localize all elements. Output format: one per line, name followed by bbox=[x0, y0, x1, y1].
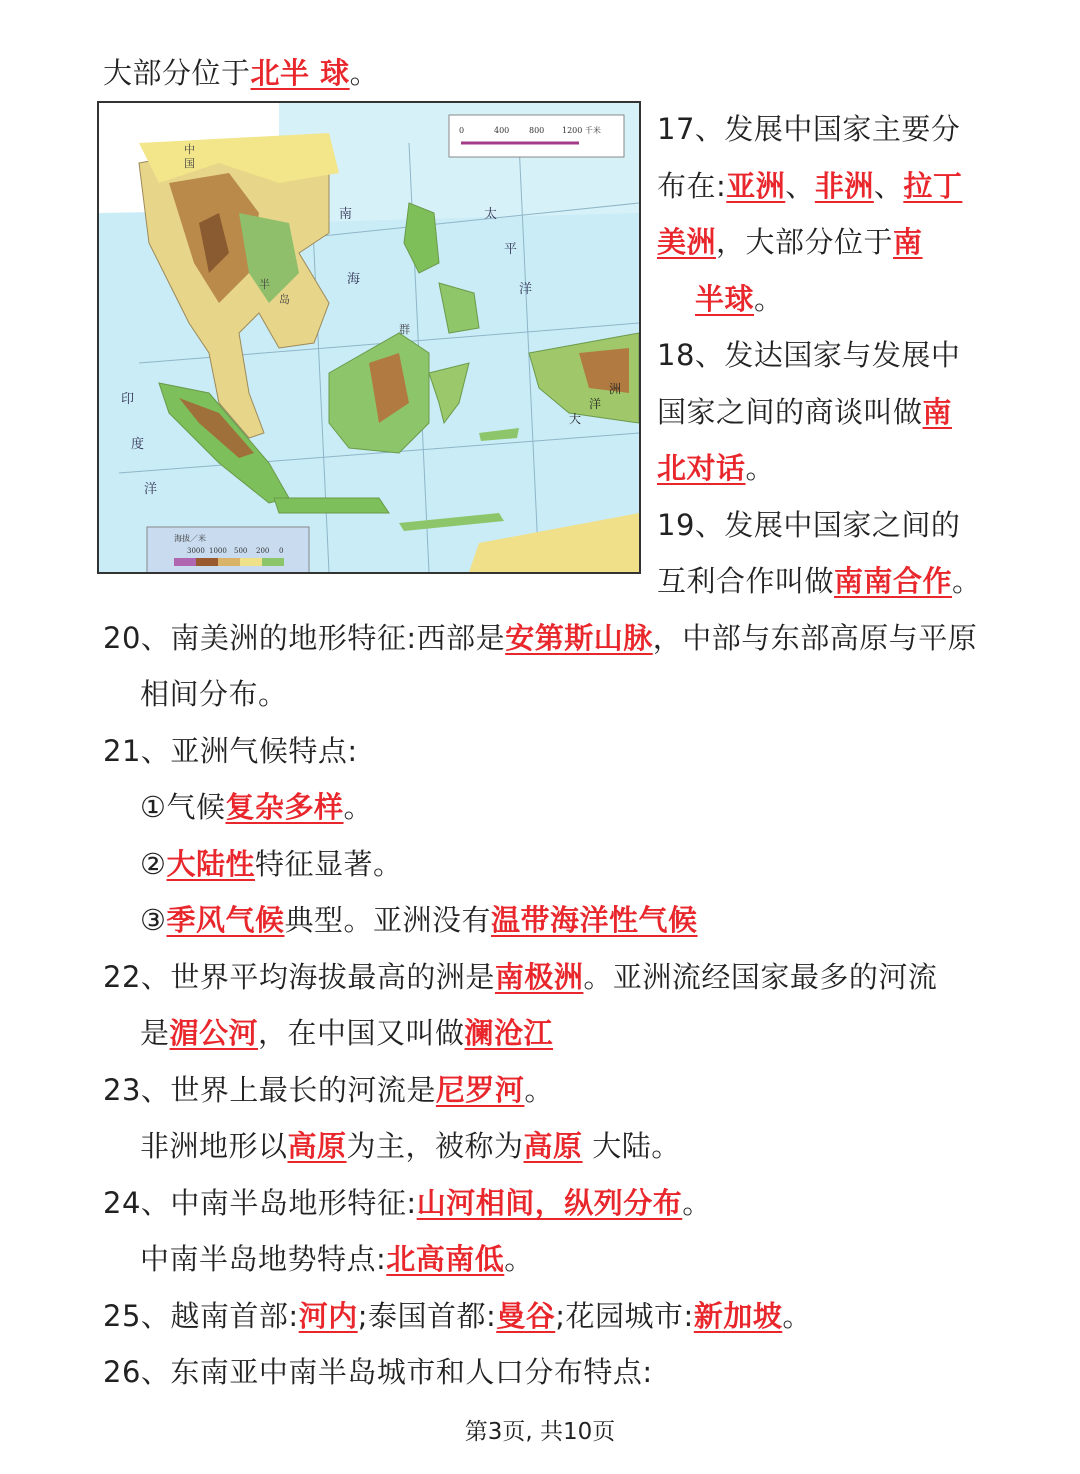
text-line: 中南半岛地势特点:北高南低。 bbox=[140, 1242, 534, 1276]
text-line: 是湄公河，在中国又叫做澜沧江 bbox=[140, 1016, 554, 1050]
answer: 亚洲 bbox=[726, 169, 786, 203]
text-line: 17、发展中国家主要分 bbox=[657, 112, 961, 146]
answer: 南极洲 bbox=[494, 960, 584, 994]
answer: 季风气候 bbox=[166, 903, 285, 937]
answer: 大陆性 bbox=[166, 847, 256, 881]
answer: 新加坡 bbox=[693, 1299, 783, 1333]
answer: 河内 bbox=[298, 1299, 358, 1333]
map-label: 群 bbox=[399, 323, 410, 336]
scale-tick: 0 bbox=[459, 126, 465, 135]
answer: 南南合作 bbox=[834, 564, 953, 598]
map-label: 洲 bbox=[609, 382, 622, 396]
answer: 温带海洋性气候 bbox=[491, 903, 698, 937]
scale-tick: 400 bbox=[494, 126, 510, 135]
legend-value: 500 bbox=[234, 547, 248, 555]
text-line: 半球。 bbox=[695, 282, 784, 316]
text-line: ②大陆性特征显著。 bbox=[140, 847, 403, 881]
legend-value: 3000 bbox=[187, 547, 205, 555]
text-line: 26、东南亚中南半岛城市和人口分布特点: bbox=[103, 1355, 653, 1389]
answer: 北半 球 bbox=[250, 56, 350, 90]
answer: 曼谷 bbox=[496, 1299, 556, 1333]
answer: 北高南低 bbox=[386, 1242, 505, 1276]
text-line: 23、世界上最长的河流是尼罗河。 bbox=[103, 1073, 554, 1107]
answer: 拉丁 bbox=[903, 169, 963, 203]
legend-value: 0 bbox=[279, 547, 284, 555]
map-label: 中 bbox=[184, 143, 195, 156]
map-label: 岛 bbox=[279, 293, 290, 306]
text-line: 18、发达国家与发展中 bbox=[657, 338, 961, 372]
map-label: 太 bbox=[484, 207, 498, 222]
answer: 高原 bbox=[287, 1129, 347, 1163]
scale-tick: 1200 千米 bbox=[562, 126, 601, 135]
answer: 南 bbox=[922, 395, 953, 429]
scale-tick: 800 bbox=[529, 126, 545, 135]
text-line: 22、世界平均海拔最高的洲是南极洲。亚洲流经国家最多的河流 bbox=[103, 960, 938, 994]
answer: 美洲 bbox=[657, 225, 717, 259]
text-line: 24、中南半岛地形特征:山河相间，纵列分布。 bbox=[103, 1186, 712, 1220]
answer: 高原 bbox=[523, 1129, 583, 1163]
map-label: 海 bbox=[347, 272, 361, 287]
text-line: 19、发展中国家之间的 bbox=[657, 508, 961, 542]
text-line: 北对话。 bbox=[657, 451, 776, 485]
text-line: ①气候复杂多样。 bbox=[140, 790, 374, 824]
text-line: 国家之间的商谈叫做南 bbox=[657, 395, 953, 429]
text-line: 25、越南首部:河内;泰国首都:曼谷;花园城市:新加坡。 bbox=[103, 1299, 812, 1333]
page-footer: 第3页, 共10页 bbox=[464, 1419, 616, 1445]
text-line: 相间分布。 bbox=[140, 677, 288, 711]
map-label: 洋 bbox=[519, 282, 533, 297]
text-line: 非洲地形以高原为主，被称为高原 大陆。 bbox=[140, 1129, 681, 1163]
answer: 澜沧江 bbox=[464, 1016, 554, 1050]
answer: 北对话 bbox=[657, 451, 746, 485]
answer: 南 bbox=[893, 225, 923, 259]
text-line: 大部分位于北半 球。 bbox=[103, 56, 380, 90]
map-label: 度 bbox=[131, 437, 145, 452]
southeast-asia-map bbox=[97, 101, 641, 574]
text-line: 美洲，大部分位于南 bbox=[657, 225, 923, 259]
answer: 尼罗河 bbox=[435, 1073, 525, 1107]
map-label: 印 bbox=[121, 392, 135, 407]
legend-title: 海拔／米 bbox=[174, 534, 206, 543]
text-line: 布在:亚洲、非洲、拉丁 bbox=[657, 169, 963, 203]
map-label: 南 bbox=[339, 207, 353, 222]
map-label: 半 bbox=[259, 278, 270, 291]
answer: 非洲 bbox=[814, 169, 874, 203]
text-line: ③季风气候典型。亚洲没有温带海洋性气候 bbox=[140, 903, 698, 937]
legend-value: 1000 bbox=[209, 547, 227, 555]
map-label: 大 bbox=[569, 412, 582, 426]
answer: 半球 bbox=[695, 282, 755, 316]
map-label: 国 bbox=[184, 157, 195, 170]
text-line: 21、亚洲气候特点: bbox=[103, 734, 358, 768]
answer: 安第斯山脉 bbox=[505, 621, 653, 655]
answer: 山河相间，纵列分布 bbox=[416, 1186, 683, 1220]
map-label: 平 bbox=[504, 242, 518, 257]
answer: 复杂多样 bbox=[225, 790, 344, 824]
text-line: 20、南美洲的地形特征:西部是安第斯山脉，中部与东部高原与平原 bbox=[103, 621, 978, 655]
text-line: 互利合作叫做南南合作。 bbox=[657, 564, 982, 598]
map-label: 洋 bbox=[589, 397, 602, 411]
legend-value: 200 bbox=[256, 547, 270, 555]
map-label: 洋 bbox=[144, 482, 158, 497]
answer: 湄公河 bbox=[169, 1016, 259, 1050]
